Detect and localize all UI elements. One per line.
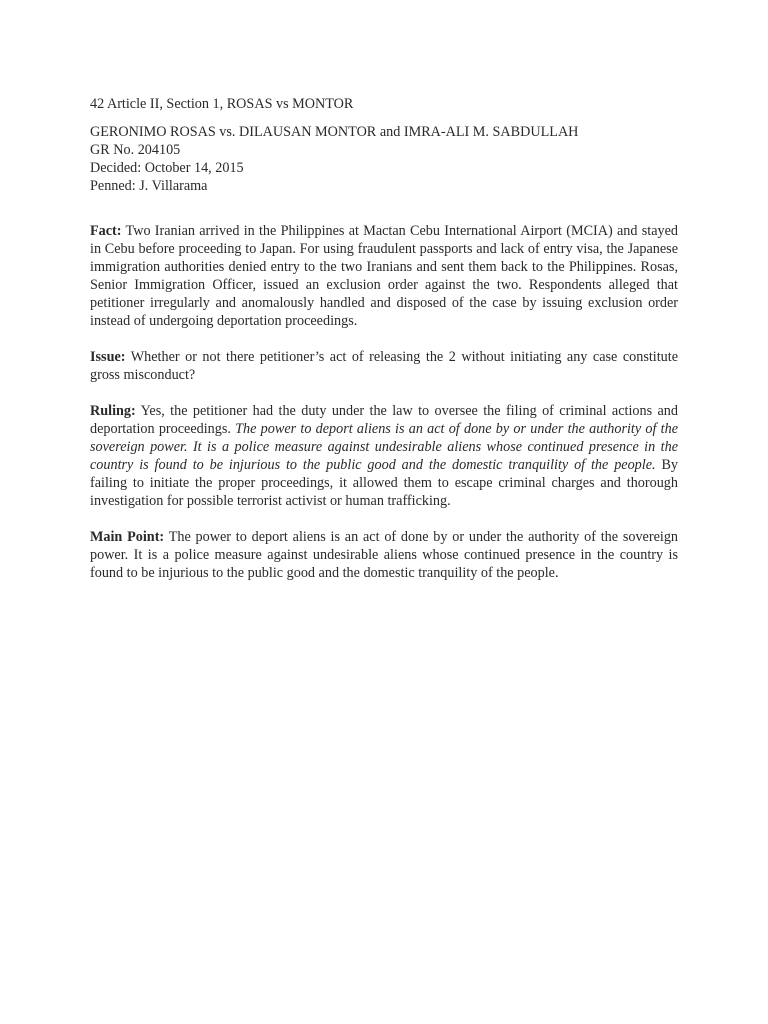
main-point-text: The power to deport aliens is an act of done by or under the authority of the sovereign power. It is a police measure against undesirable aliens whose continued presence in the country is found to be injurious to the public good and the domestic tranquility of the people. <box>90 529 679 581</box>
case-parties: GERONIMO ROSAS vs. DILAUSAN MONTOR and IMRA-ALI M. SABDULLAH <box>90 124 579 140</box>
case-penned-by: Penned: J. Villarama <box>90 178 208 194</box>
document-heading: 42 Article II, Section 1, ROSAS vs MONTOR <box>90 96 354 112</box>
ruling-paragraph <box>90 402 678 510</box>
fact-label: Fact: <box>90 223 122 239</box>
main-point-label: Main Point: <box>90 529 165 545</box>
issue-paragraph <box>90 348 678 384</box>
case-gr-number: GR No. 204105 <box>90 142 181 158</box>
ruling-label: Ruling: <box>90 403 136 419</box>
document-page <box>90 95 678 582</box>
fact-text: Two Iranian arrived in the Philippines at Mactan Cebu International Airport (MCIA) and stayed in Cebu before proceeding to Japan. For using fraudulent passports and lack of entry visa, the Japanese immigration authorities denied entry to the two Iranians and sent them back to the Philippines. Rosas, Senior Immigration Officer, issued an exclusion order against the two. Respondents alleged that petitioner irregularly and anomalously handled and disposed of the case by issuing exclusion order instead of undergoing deportation proceedings. <box>90 223 678 329</box>
case-info <box>90 123 678 195</box>
main-point-paragraph <box>90 528 678 582</box>
issue-text: Whether or not there petitioner’s act of releasing the 2 without initiating any case constitute gross misconduct? <box>90 349 678 383</box>
fact-paragraph <box>90 222 678 330</box>
ruling-text-before: Yes, the petitioner had the duty under the law to oversee the filing of criminal actions and deportation proceedings. <box>90 403 678 437</box>
issue-label: Issue: <box>90 349 126 365</box>
ruling-quote: The power to deport aliens is an act of done by or under the authority of the sovereign power. It is a police measure against undesirable aliens whose continued presence in the country is found to be injurious to the public good and the domestic tranquility of the people. <box>90 421 678 473</box>
ruling-text-after: By failing to initiate the proper proceedings, it allowed them to escape criminal charges and thorough investigation for possible terrorist activist or human trafficking. <box>90 457 678 509</box>
case-decided-date: Decided: October 14, 2015 <box>90 160 244 176</box>
